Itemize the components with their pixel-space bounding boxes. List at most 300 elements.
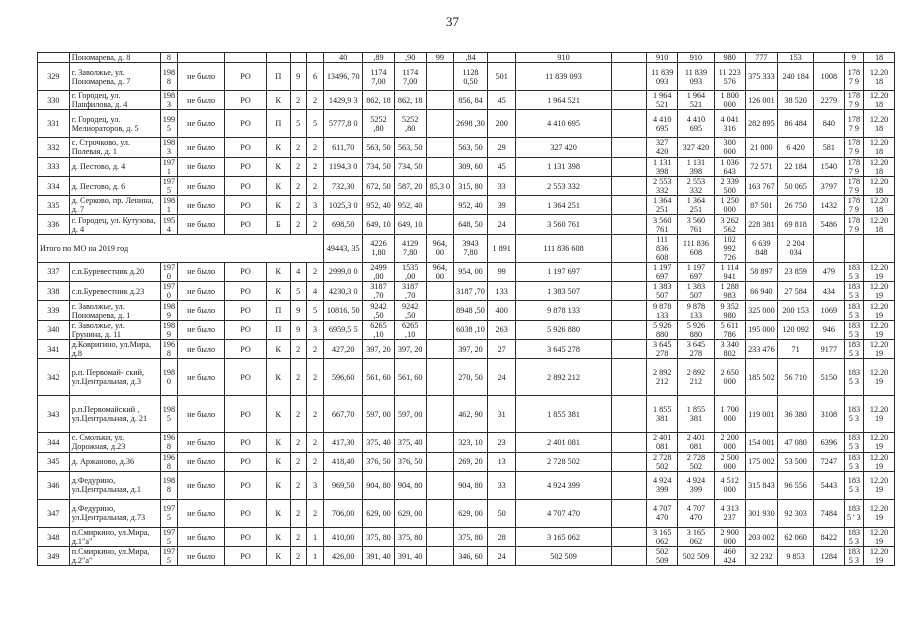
material-cell: П xyxy=(267,110,291,138)
cost-column-5-cell: 50 065 xyxy=(778,176,814,195)
category-cell: РО xyxy=(225,262,267,281)
floors-cell: 5 xyxy=(290,282,306,301)
total-area-cell: 1429,9 3 xyxy=(324,91,363,110)
empty-cell xyxy=(611,320,647,339)
cost-column-5-cell: 86 484 xyxy=(778,110,814,138)
address-cell: г. Заволжье, ул. Пономарева, д. 7 xyxy=(69,63,160,91)
limit-cost-cell: 1835 3 xyxy=(844,339,863,358)
row-number-cell: 332 xyxy=(38,138,70,157)
material-cell: К xyxy=(267,176,291,195)
empty-cell xyxy=(611,396,647,433)
cost-column-1-cell: 2 553 332 xyxy=(647,176,678,195)
entrances-cell: 1 xyxy=(306,527,323,546)
table-row xyxy=(38,320,895,339)
nonresidential-area-cell: 964, 00 xyxy=(426,262,454,281)
residential-area-cell: 587, 20 xyxy=(394,176,426,195)
table-row xyxy=(38,396,895,433)
limit-cost-cell: 1835 ' 3 xyxy=(844,499,863,527)
address-cell: г. Городец, ул. Панфилова, д. 4 xyxy=(69,91,160,110)
floors-cell: 2 xyxy=(290,527,306,546)
entrances-cell: 3 xyxy=(306,471,323,499)
cost-column-5-cell: 69 818 xyxy=(778,215,814,234)
cost-column-3-cell: 102 992 726 xyxy=(714,234,745,262)
material-cell: К xyxy=(267,339,291,358)
status-cell: не было xyxy=(178,282,225,301)
total-cost-cell: 3 645 278 xyxy=(516,339,611,358)
cost-column-5-cell: 96 556 xyxy=(778,471,814,499)
cost-column-4-cell: 185 502 xyxy=(745,359,778,396)
living-area-cell: 672, 50 xyxy=(363,176,395,195)
unit-cost-cell: 5150 xyxy=(814,359,845,396)
row-number-cell: 347 xyxy=(38,499,70,527)
empty-cell xyxy=(611,63,647,91)
empty-cell xyxy=(611,499,647,527)
cost-column-5-cell: 6 420 xyxy=(778,138,814,157)
residential-area-cell: 597, 00 xyxy=(394,396,426,433)
limit-cost-cell: 1787 9 xyxy=(844,110,863,138)
total-cost-cell: 1 197 697 xyxy=(516,262,611,281)
cost-column-3-cell: 1 036 643 xyxy=(714,157,745,176)
limit-cost-cell: 1835 3 xyxy=(844,396,863,433)
deadline-cell: 12.20 19 xyxy=(864,471,895,499)
unit-cost-cell: 7247 xyxy=(814,452,845,471)
table-row xyxy=(38,433,895,452)
residential-area-cell: 862, 18 xyxy=(394,91,426,110)
living-area-cell: 862, 18 xyxy=(363,91,395,110)
total-cost-cell: 2 892 212 xyxy=(516,359,611,396)
material-cell: К xyxy=(267,282,291,301)
cost-column-3-cell: 2 339 500 xyxy=(714,176,745,195)
address-cell: п.Смиркино, ул.Мира, д.2"а" xyxy=(69,547,160,566)
entrances-cell: 6 xyxy=(306,63,323,91)
category-cell: РО xyxy=(225,215,267,234)
cost-column-5-cell: 38 520 xyxy=(778,91,814,110)
roof-area-cell: 6038 ,10 xyxy=(454,320,488,339)
total-cost-cell: 9 878 133 xyxy=(516,301,611,320)
living-area-cell: 6265 ,10 xyxy=(363,320,395,339)
total-cost-cell: 910 xyxy=(516,53,611,63)
roof-area-cell: 309, 60 xyxy=(454,157,488,176)
table-row xyxy=(38,499,895,527)
cost-column-2-cell: 4 707 470 xyxy=(678,499,715,527)
cost-column-4-cell: 87 501 xyxy=(745,196,778,215)
living-area-cell: 391, 40 xyxy=(363,547,395,566)
living-area-cell: 1174 7,00 xyxy=(363,63,395,91)
cost-column-2-cell: 910 xyxy=(678,53,715,63)
roof-area-cell: 563, 50 xyxy=(454,138,488,157)
limit-cost-cell: 1835 3 xyxy=(844,282,863,301)
deadline-cell: 12.20 19 xyxy=(864,527,895,546)
living-area-cell: 5252 ,80 xyxy=(363,110,395,138)
row-number-cell: 331 xyxy=(38,110,70,138)
entrances-cell: 5 xyxy=(306,110,323,138)
roof-area-cell: 269, 20 xyxy=(454,452,488,471)
unit-cost-cell: 434 xyxy=(814,282,845,301)
deadline-cell: 12.20 18 xyxy=(864,91,895,110)
cost-column-5-cell: 56 710 xyxy=(778,359,814,396)
empty-cell xyxy=(611,301,647,320)
residential-area-cell: 649, 10 xyxy=(394,215,426,234)
total-cost-cell: 3 165 062 xyxy=(516,527,611,546)
row-number-cell: 337 xyxy=(38,262,70,281)
year-cell: 196 8 xyxy=(160,433,177,452)
category-cell: РО xyxy=(225,359,267,396)
material-cell: К xyxy=(267,452,291,471)
roof-area-cell: 375, 80 xyxy=(454,527,488,546)
cost-column-4-cell: 233 476 xyxy=(745,339,778,358)
residential-area-cell: 1174 7,00 xyxy=(394,63,426,91)
cost-column-3-cell: 1 288 983 xyxy=(714,282,745,301)
roof-area-cell: 8948 ,50 xyxy=(454,301,488,320)
empty-cell xyxy=(611,262,647,281)
entrances-cell: 2 xyxy=(306,359,323,396)
cost-column-2-cell: 1 964 521 xyxy=(678,91,715,110)
material-cell: П xyxy=(267,63,291,91)
page-number: 37 xyxy=(446,14,459,29)
cost-column-1-cell: 4 410 695 xyxy=(647,110,678,138)
category-cell: РО xyxy=(225,396,267,433)
total-cost-cell: 502 509 xyxy=(516,547,611,566)
status-cell: не было xyxy=(178,339,225,358)
limit-cost-cell: 1835 3 xyxy=(844,527,863,546)
entrances-cell: 2 xyxy=(306,452,323,471)
unit-cost-cell: 1069 xyxy=(814,301,845,320)
total-area-cell: 611,70 xyxy=(324,138,363,157)
cost-column-3-cell: 3 262 562 xyxy=(714,215,745,234)
floors-cell: 9 xyxy=(290,320,306,339)
total-area-cell: 969,50 xyxy=(324,471,363,499)
entrances-cell: 4 xyxy=(306,282,323,301)
cost-column-2-cell: 11 839 093 xyxy=(678,63,715,91)
status-cell: не было xyxy=(178,527,225,546)
deadline-cell: 12.20 19 xyxy=(864,339,895,358)
address-cell: г. Городец, ул. Кутузова, д. 4 xyxy=(69,215,160,234)
total-cost-cell: 327 420 xyxy=(516,138,611,157)
category-cell: РО xyxy=(225,527,267,546)
year-cell: 198 9 xyxy=(160,320,177,339)
cost-column-2-cell: 1 364 251 xyxy=(678,196,715,215)
total-area-cell: 706,00 xyxy=(324,499,363,527)
cost-column-1-cell: 1 964 521 xyxy=(647,91,678,110)
empty-cell xyxy=(611,433,647,452)
entrances-cell: 2 xyxy=(306,157,323,176)
cost-column-1-cell: 2 892 212 xyxy=(647,359,678,396)
total-area-cell: 417,30 xyxy=(324,433,363,452)
empty-cell xyxy=(611,282,647,301)
entrances-cell: 1 xyxy=(306,547,323,566)
row-number-cell: 348 xyxy=(38,527,70,546)
nonresidential-area-cell xyxy=(426,339,454,358)
deadline-cell: 12.20 19 xyxy=(864,547,895,566)
year-cell: 198 5 xyxy=(160,396,177,433)
material-cell: К xyxy=(267,157,291,176)
deadline-cell: 12.20 18 xyxy=(864,196,895,215)
unit-cost-cell: 840 xyxy=(814,110,845,138)
residents-cell: 501 xyxy=(487,63,516,91)
deadline-cell: 12.20 18 xyxy=(864,176,895,195)
cost-column-3-cell: 2 650 000 xyxy=(714,359,745,396)
cost-column-1-cell: 1 855 381 xyxy=(647,396,678,433)
unit-cost-cell: 9177 xyxy=(814,339,845,358)
category-cell: РО xyxy=(225,157,267,176)
cost-column-4-cell: 32 232 xyxy=(745,547,778,566)
category-cell: РО xyxy=(225,282,267,301)
year-cell: 198 3 xyxy=(160,138,177,157)
living-area-cell: 649, 10 xyxy=(363,215,395,234)
residents-cell: 24 xyxy=(487,547,516,566)
category-cell xyxy=(225,53,267,63)
row-number-cell: 329 xyxy=(38,63,70,91)
entrances-cell: 2 xyxy=(306,499,323,527)
table-row xyxy=(38,262,895,281)
deadline-cell: 12.20 19 xyxy=(864,433,895,452)
total-area-cell: 418,40 xyxy=(324,452,363,471)
floors-cell: 2 xyxy=(290,499,306,527)
year-cell: 197 1 xyxy=(160,157,177,176)
cost-column-4-cell: 228 381 xyxy=(745,215,778,234)
address-cell: с. Смольки, ул. Дорожная, д.23 xyxy=(69,433,160,452)
cost-column-4-cell: 119 001 xyxy=(745,396,778,433)
roof-area-cell: 323, 10 xyxy=(454,433,488,452)
roof-area-cell: 856, 84 xyxy=(454,91,488,110)
floors-cell: 2 xyxy=(290,433,306,452)
residential-area-cell: 561, 60 xyxy=(394,359,426,396)
housing-repair-table xyxy=(37,52,895,566)
address-cell: д.Ковригино, ул.Мира, д.8 xyxy=(69,339,160,358)
empty-cell xyxy=(611,196,647,215)
cost-column-2-cell: 2 401 081 xyxy=(678,433,715,452)
residents-cell: 45 xyxy=(487,91,516,110)
nonresidential-area-cell xyxy=(426,110,454,138)
roof-area-cell: 952, 40 xyxy=(454,196,488,215)
nonresidential-area-cell: 99 xyxy=(426,53,454,63)
row-number-cell xyxy=(38,53,70,63)
limit-cost-cell: 1835 3 xyxy=(844,359,863,396)
floors-cell: 2 xyxy=(290,396,306,433)
roof-area-cell: 346, 60 xyxy=(454,547,488,566)
status-cell xyxy=(178,53,225,63)
entrances-cell: 2 xyxy=(306,138,323,157)
table-row xyxy=(38,339,895,358)
material-cell: П xyxy=(267,301,291,320)
living-area-cell: 375, 40 xyxy=(363,433,395,452)
deadline-cell: 12.20 18 xyxy=(864,110,895,138)
limit-cost-cell: 1787 9 xyxy=(844,176,863,195)
residential-area-cell: 376, 50 xyxy=(394,452,426,471)
housing-repair-table-container xyxy=(37,52,895,632)
material-cell: К xyxy=(267,433,291,452)
address-cell: д. Пестово, д. 4 xyxy=(69,157,160,176)
category-cell: РО xyxy=(225,433,267,452)
row-number-cell: 330 xyxy=(38,91,70,110)
address-cell: с.п.Буревестник д.23 xyxy=(69,282,160,301)
residential-area-cell: 563, 50 xyxy=(394,138,426,157)
nonresidential-area-cell: 85,3 0 xyxy=(426,176,454,195)
nonresidential-area-cell xyxy=(426,320,454,339)
cost-column-5-cell: 2 204 034 xyxy=(778,234,814,262)
status-cell: не было xyxy=(178,320,225,339)
living-area-cell: 3187 ,70 xyxy=(363,282,395,301)
entrances-cell: 2 xyxy=(306,176,323,195)
limit-cost-cell: 1835 3 xyxy=(844,262,863,281)
living-area-cell: 4226 1,80 xyxy=(363,234,395,262)
cost-column-4-cell: 375 333 xyxy=(745,63,778,91)
cost-column-2-cell: 9 878 133 xyxy=(678,301,715,320)
total-area-cell: 1025,3 0 xyxy=(324,196,363,215)
living-area-cell: 376, 50 xyxy=(363,452,395,471)
roof-area-cell: 2698 ,30 xyxy=(454,110,488,138)
address-cell: д.Федурино, ул.Центральная, д.73 xyxy=(69,499,160,527)
material-cell: Б xyxy=(267,215,291,234)
category-cell: РО xyxy=(225,547,267,566)
living-area-cell: ,89 xyxy=(363,53,395,63)
deadline-cell: 12.20 19 xyxy=(864,499,895,527)
total-cost-cell: 1 964 521 xyxy=(516,91,611,110)
deadline-cell: 12.20 19 xyxy=(864,320,895,339)
nonresidential-area-cell xyxy=(426,471,454,499)
total-area-cell: 698,50 xyxy=(324,215,363,234)
category-cell: РО xyxy=(225,63,267,91)
floors-cell: 2 xyxy=(290,176,306,195)
residents-cell: 23 xyxy=(487,433,516,452)
address-cell: Пономарева, д. 8 xyxy=(69,53,160,63)
row-number-cell: 344 xyxy=(38,433,70,452)
status-cell: не было xyxy=(178,110,225,138)
limit-cost-cell xyxy=(844,234,863,262)
cost-column-1-cell: 910 xyxy=(647,53,678,63)
year-cell: 196 8 xyxy=(160,339,177,358)
residents-cell: 13 xyxy=(487,452,516,471)
nonresidential-area-cell xyxy=(426,157,454,176)
status-cell: не было xyxy=(178,396,225,433)
deadline-cell: 12.20 19 xyxy=(864,359,895,396)
cost-column-4-cell: 154 001 xyxy=(745,433,778,452)
year-cell: 198 8 xyxy=(160,471,177,499)
material-cell: К xyxy=(267,262,291,281)
residents-cell: 33 xyxy=(487,471,516,499)
residents-cell: 29 xyxy=(487,138,516,157)
cost-column-4-cell: 315 843 xyxy=(745,471,778,499)
limit-cost-cell: 1787 9 xyxy=(844,196,863,215)
cost-column-5-cell: 200 153 xyxy=(778,301,814,320)
residents-cell: 263 xyxy=(487,320,516,339)
cost-column-1-cell: 4 924 399 xyxy=(647,471,678,499)
unit-cost-cell: 1540 xyxy=(814,157,845,176)
empty-cell xyxy=(611,527,647,546)
residential-area-cell: 9242 ,50 xyxy=(394,301,426,320)
deadline-cell: 12.20 18 xyxy=(864,157,895,176)
cost-column-4-cell: 163 767 xyxy=(745,176,778,195)
residents-cell: 24 xyxy=(487,215,516,234)
unit-cost-cell: 8422 xyxy=(814,527,845,546)
nonresidential-area-cell xyxy=(426,396,454,433)
table-row xyxy=(38,157,895,176)
total-label-cell: Итого по МО на 2019 год xyxy=(38,234,324,262)
empty-cell xyxy=(611,91,647,110)
material-cell: К xyxy=(267,196,291,215)
cost-column-2-cell: 2 892 212 xyxy=(678,359,715,396)
cost-column-2-cell: 2 728 502 xyxy=(678,452,715,471)
roof-area-cell: ,84 xyxy=(454,53,488,63)
material-cell: К xyxy=(267,396,291,433)
residential-area-cell: 3187 ,70 xyxy=(394,282,426,301)
entrances-cell: 2 xyxy=(306,262,323,281)
cost-column-3-cell: 5 611 786 xyxy=(714,320,745,339)
nonresidential-area-cell xyxy=(426,547,454,566)
floors-cell: 2 xyxy=(290,547,306,566)
cost-column-4-cell: 126 001 xyxy=(745,91,778,110)
year-cell: 198 3 xyxy=(160,91,177,110)
floors-cell: 2 xyxy=(290,196,306,215)
roof-area-cell: 1128 0,50 xyxy=(454,63,488,91)
cost-column-4-cell: 58 897 xyxy=(745,262,778,281)
address-cell: г. Городец, ул. Мелиораторов, д. 5 xyxy=(69,110,160,138)
table-row xyxy=(38,301,895,320)
cost-column-4-cell: 6 639 848 xyxy=(745,234,778,262)
status-cell: не было xyxy=(178,176,225,195)
floors-cell: 2 xyxy=(290,215,306,234)
year-cell: 198 1 xyxy=(160,196,177,215)
deadline-cell: 12.20 18 xyxy=(864,138,895,157)
living-area-cell: 904, 80 xyxy=(363,471,395,499)
material-cell: К xyxy=(267,359,291,396)
unit-cost-cell: 3108 xyxy=(814,396,845,433)
cost-column-4-cell: 175 002 xyxy=(745,452,778,471)
total-cost-cell: 1 131 398 xyxy=(516,157,611,176)
year-cell: 198 9 xyxy=(160,301,177,320)
residential-area-cell: 5252 ,80 xyxy=(394,110,426,138)
empty-cell xyxy=(611,547,647,566)
cost-column-5-cell: 9 853 xyxy=(778,547,814,566)
nonresidential-area-cell xyxy=(426,499,454,527)
year-cell: 197 0 xyxy=(160,262,177,281)
total-cost-cell: 1 855 381 xyxy=(516,396,611,433)
nonresidential-area-cell xyxy=(426,63,454,91)
cost-column-2-cell: 3 165 062 xyxy=(678,527,715,546)
roof-area-cell: 954, 00 xyxy=(454,262,488,281)
cost-column-5-cell: 62 060 xyxy=(778,527,814,546)
total-area-cell: 1194,3 0 xyxy=(324,157,363,176)
limit-cost-cell: 1835 3 xyxy=(844,301,863,320)
empty-cell xyxy=(611,234,647,262)
deadline-cell: 12.20 19 xyxy=(864,301,895,320)
cost-column-2-cell: 4 924 399 xyxy=(678,471,715,499)
table-row xyxy=(38,196,895,215)
status-cell: не было xyxy=(178,63,225,91)
status-cell: не было xyxy=(178,547,225,566)
cost-column-5-cell: 27 584 xyxy=(778,282,814,301)
entrances-cell: 2 xyxy=(306,433,323,452)
cost-column-3-cell: 1 700 000 xyxy=(714,396,745,433)
total-cost-cell: 2 401 081 xyxy=(516,433,611,452)
unit-cost-cell: 5486 xyxy=(814,215,845,234)
deadline-cell xyxy=(864,234,895,262)
cost-column-4-cell: 203 002 xyxy=(745,527,778,546)
total-cost-cell: 4 707 470 xyxy=(516,499,611,527)
deadline-cell: 12.20 19 xyxy=(864,452,895,471)
cost-column-5-cell: 53 500 xyxy=(778,452,814,471)
cost-column-2-cell: 3 560 761 xyxy=(678,215,715,234)
cost-column-1-cell: 2 401 081 xyxy=(647,433,678,452)
living-area-cell: 2499 ,00 xyxy=(363,262,395,281)
residents-cell: 133 xyxy=(487,282,516,301)
cost-column-3-cell: 980 xyxy=(714,53,745,63)
total-cost-cell: 2 728 502 xyxy=(516,452,611,471)
row-number-cell: 345 xyxy=(38,452,70,471)
unit-cost-cell xyxy=(814,234,845,262)
cost-column-4-cell: 72 571 xyxy=(745,157,778,176)
residents-cell: 200 xyxy=(487,110,516,138)
